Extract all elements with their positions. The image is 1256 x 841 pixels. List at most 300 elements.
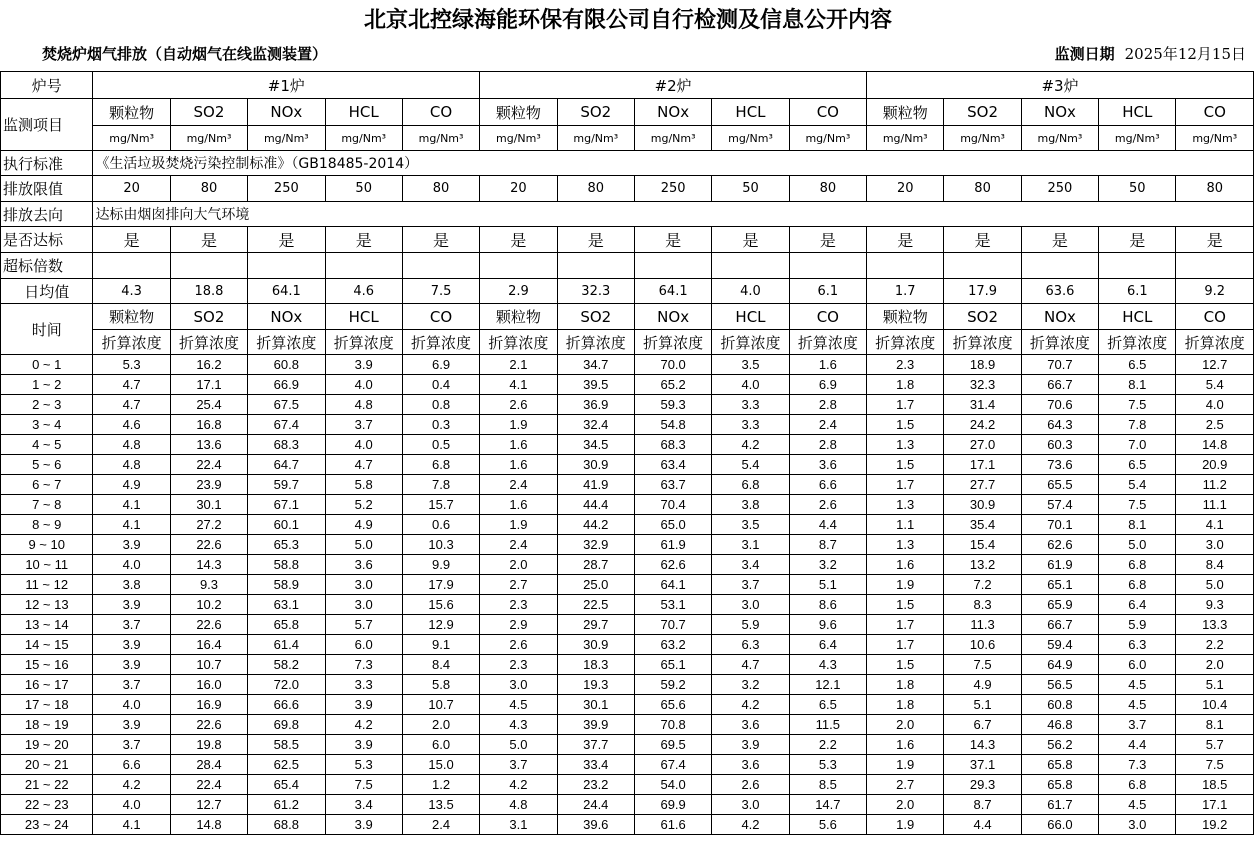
daily-avg-value: 32.3 <box>557 279 634 304</box>
time-cell: 6 ~ 7 <box>1 475 93 495</box>
value-cell: 5.6 <box>789 815 866 835</box>
value-cell: 8.1 <box>1099 375 1176 395</box>
folded-label: 折算浓度 <box>402 330 479 355</box>
unit-label: mg/Nm³ <box>1099 126 1176 151</box>
pollutant-header: NOx <box>1021 99 1098 126</box>
value-cell: 16.2 <box>170 355 247 375</box>
value-cell: 11.3 <box>944 615 1021 635</box>
value-cell: 5.4 <box>1176 375 1254 395</box>
exceed-value <box>634 253 711 279</box>
value-cell: 61.7 <box>1021 795 1098 815</box>
daily-avg-value: 6.1 <box>789 279 866 304</box>
daily-avg-value: 64.1 <box>634 279 711 304</box>
value-cell: 5.9 <box>1099 615 1176 635</box>
daily-avg-value: 18.8 <box>170 279 247 304</box>
value-cell: 3.0 <box>325 595 402 615</box>
value-cell: 30.9 <box>557 455 634 475</box>
value-cell: 4.2 <box>712 815 789 835</box>
value-cell: 65.5 <box>1021 475 1098 495</box>
value-cell: 7.3 <box>325 655 402 675</box>
value-cell: 10.4 <box>1176 695 1254 715</box>
value-cell: 3.3 <box>325 675 402 695</box>
value-cell: 4.9 <box>325 515 402 535</box>
value-cell: 65.0 <box>634 515 711 535</box>
value-cell: 3.2 <box>712 675 789 695</box>
value-cell: 60.8 <box>248 355 325 375</box>
daily-avg-value: 4.3 <box>93 279 170 304</box>
pollutant-header: NOx <box>248 304 325 330</box>
value-cell: 3.9 <box>325 355 402 375</box>
value-cell: 28.4 <box>170 755 247 775</box>
value-cell: 6.4 <box>789 635 866 655</box>
time-cell: 7 ~ 8 <box>1 495 93 515</box>
compliant-value: 是 <box>944 227 1021 253</box>
value-cell: 6.8 <box>1099 555 1176 575</box>
pollutant-header: SO2 <box>170 99 247 126</box>
value-cell: 30.9 <box>557 635 634 655</box>
unit-label: mg/Nm³ <box>402 126 479 151</box>
value-cell: 27.7 <box>944 475 1021 495</box>
value-cell: 15.6 <box>402 595 479 615</box>
value-cell: 1.6 <box>480 455 557 475</box>
value-cell: 27.2 <box>170 515 247 535</box>
value-cell: 14.3 <box>170 555 247 575</box>
value-cell: 1.3 <box>867 495 944 515</box>
table-row <box>1 775 1254 795</box>
time-cell: 16 ~ 17 <box>1 675 93 695</box>
table-row <box>1 595 1254 615</box>
value-cell: 7.5 <box>1176 755 1254 775</box>
value-cell: 39.5 <box>557 375 634 395</box>
value-cell: 6.8 <box>1099 775 1176 795</box>
value-cell: 5.0 <box>1099 535 1176 555</box>
value-cell: 66.7 <box>1021 615 1098 635</box>
value-cell: 1.5 <box>867 595 944 615</box>
value-cell: 1.6 <box>789 355 866 375</box>
furnace-header: #3炉 <box>867 72 1254 99</box>
time-cell: 13 ~ 14 <box>1 615 93 635</box>
value-cell: 18.5 <box>1176 775 1254 795</box>
daily-avg-value: 2.9 <box>480 279 557 304</box>
value-cell: 67.1 <box>248 495 325 515</box>
value-cell: 67.4 <box>634 755 711 775</box>
value-cell: 5.4 <box>1099 475 1176 495</box>
value-cell: 22.6 <box>170 615 247 635</box>
folded-label: 折算浓度 <box>480 330 557 355</box>
folded-label: 折算浓度 <box>557 330 634 355</box>
value-cell: 3.9 <box>325 695 402 715</box>
value-cell: 4.7 <box>325 455 402 475</box>
value-cell: 2.6 <box>480 635 557 655</box>
value-cell: 19.3 <box>557 675 634 695</box>
item-label: 监测项目 <box>1 99 93 151</box>
value-cell: 2.0 <box>867 715 944 735</box>
value-cell: 64.1 <box>634 575 711 595</box>
time-cell: 21 ~ 22 <box>1 775 93 795</box>
value-cell: 2.4 <box>402 815 479 835</box>
value-cell: 3.1 <box>712 535 789 555</box>
value-cell: 16.0 <box>170 675 247 695</box>
value-cell: 15.0 <box>402 755 479 775</box>
value-cell: 3.4 <box>712 555 789 575</box>
value-cell: 22.6 <box>170 535 247 555</box>
value-cell: 25.0 <box>557 575 634 595</box>
value-cell: 4.8 <box>93 455 170 475</box>
value-cell: 58.8 <box>248 555 325 575</box>
daily-avg-value: 64.1 <box>248 279 325 304</box>
exceed-value <box>325 253 402 279</box>
exceed-label: 超标倍数 <box>1 253 93 279</box>
value-cell: 7.0 <box>1099 435 1176 455</box>
time-cell: 19 ~ 20 <box>1 735 93 755</box>
table-row <box>1 415 1254 435</box>
value-cell: 4.0 <box>93 795 170 815</box>
value-cell: 61.9 <box>634 535 711 555</box>
value-cell: 8.7 <box>944 795 1021 815</box>
value-cell: 0.3 <box>402 415 479 435</box>
value-cell: 1.7 <box>867 615 944 635</box>
value-cell: 5.1 <box>789 575 866 595</box>
value-cell: 13.3 <box>1176 615 1254 635</box>
daily-avg-value: 17.9 <box>944 279 1021 304</box>
value-cell: 5.7 <box>325 615 402 635</box>
pollutant-header: CO <box>789 304 866 330</box>
value-cell: 9.3 <box>1176 595 1254 615</box>
pollutant-header: HCL <box>712 304 789 330</box>
value-cell: 66.9 <box>248 375 325 395</box>
daily-avg-value: 7.5 <box>402 279 479 304</box>
value-cell: 4.1 <box>480 375 557 395</box>
pollutant-header: NOx <box>248 99 325 126</box>
folded-label: 折算浓度 <box>944 330 1021 355</box>
value-cell: 14.7 <box>789 795 866 815</box>
value-cell: 4.2 <box>480 775 557 795</box>
pollutant-header: 颗粒物 <box>480 99 557 126</box>
value-cell: 1.8 <box>867 675 944 695</box>
value-cell: 32.9 <box>557 535 634 555</box>
limit-value: 20 <box>480 176 557 202</box>
limit-value: 50 <box>712 176 789 202</box>
value-cell: 2.4 <box>480 475 557 495</box>
value-cell: 54.8 <box>634 415 711 435</box>
value-cell: 24.4 <box>557 795 634 815</box>
value-cell: 4.8 <box>93 435 170 455</box>
value-cell: 2.0 <box>867 795 944 815</box>
value-cell: 4.0 <box>1176 395 1254 415</box>
value-cell: 72.0 <box>248 675 325 695</box>
furnace-header: #1炉 <box>93 72 480 99</box>
value-cell: 58.2 <box>248 655 325 675</box>
value-cell: 61.2 <box>248 795 325 815</box>
value-cell: 4.4 <box>944 815 1021 835</box>
pollutant-header: HCL <box>712 99 789 126</box>
table-row <box>1 635 1254 655</box>
value-cell: 2.6 <box>789 495 866 515</box>
unit-label: mg/Nm³ <box>1176 126 1254 151</box>
compliant-value: 是 <box>789 227 866 253</box>
value-cell: 4.0 <box>93 695 170 715</box>
folded-label: 折算浓度 <box>93 330 170 355</box>
value-cell: 30.1 <box>557 695 634 715</box>
value-cell: 4.0 <box>712 375 789 395</box>
limit-value: 50 <box>1099 176 1176 202</box>
value-cell: 65.9 <box>1021 595 1098 615</box>
value-cell: 3.7 <box>325 415 402 435</box>
value-cell: 41.9 <box>557 475 634 495</box>
value-cell: 66.7 <box>1021 375 1098 395</box>
value-cell: 6.7 <box>944 715 1021 735</box>
value-cell: 8.4 <box>1176 555 1254 575</box>
value-cell: 62.6 <box>634 555 711 575</box>
value-cell: 3.9 <box>93 715 170 735</box>
compliant-value: 是 <box>1099 227 1176 253</box>
value-cell: 29.3 <box>944 775 1021 795</box>
value-cell: 0.8 <box>402 395 479 415</box>
value-cell: 6.8 <box>1099 575 1176 595</box>
exceed-value <box>170 253 247 279</box>
value-cell: 6.4 <box>1099 595 1176 615</box>
time-cell: 23 ~ 24 <box>1 815 93 835</box>
value-cell: 7.5 <box>944 655 1021 675</box>
value-cell: 3.2 <box>789 555 866 575</box>
value-cell: 29.7 <box>557 615 634 635</box>
value-cell: 4.8 <box>325 395 402 415</box>
standard-label: 执行标准 <box>1 151 93 176</box>
limit-value: 80 <box>170 176 247 202</box>
value-cell: 4.1 <box>93 495 170 515</box>
value-cell: 1.9 <box>480 415 557 435</box>
value-cell: 1.8 <box>867 375 944 395</box>
furnace-label: 炉号 <box>1 72 93 99</box>
limit-value: 20 <box>867 176 944 202</box>
limit-value: 80 <box>1176 176 1254 202</box>
time-cell: 1 ~ 2 <box>1 375 93 395</box>
value-cell: 5.0 <box>325 535 402 555</box>
compliant-value: 是 <box>480 227 557 253</box>
value-cell: 1.5 <box>867 415 944 435</box>
value-cell: 1.6 <box>867 735 944 755</box>
value-cell: 64.3 <box>1021 415 1098 435</box>
limit-value: 250 <box>248 176 325 202</box>
time-cell: 12 ~ 13 <box>1 595 93 615</box>
pollutant-header: 颗粒物 <box>867 99 944 126</box>
value-cell: 3.7 <box>712 575 789 595</box>
value-cell: 2.0 <box>402 715 479 735</box>
value-cell: 2.7 <box>867 775 944 795</box>
exceed-value <box>1021 253 1098 279</box>
folded-label: 折算浓度 <box>248 330 325 355</box>
subtitle: 焚烧炉烟气排放（自动烟气在线监测装置） <box>42 45 328 63</box>
value-cell: 14.8 <box>170 815 247 835</box>
value-cell: 8.1 <box>1176 715 1254 735</box>
value-cell: 1.9 <box>480 515 557 535</box>
table-row <box>1 735 1254 755</box>
time-cell: 15 ~ 16 <box>1 655 93 675</box>
value-cell: 3.0 <box>480 675 557 695</box>
value-cell: 14.3 <box>944 735 1021 755</box>
value-cell: 16.4 <box>170 635 247 655</box>
value-cell: 5.1 <box>1176 675 1254 695</box>
value-cell: 66.6 <box>248 695 325 715</box>
folded-label: 折算浓度 <box>634 330 711 355</box>
value-cell: 8.6 <box>789 595 866 615</box>
value-cell: 8.5 <box>789 775 866 795</box>
value-cell: 2.0 <box>480 555 557 575</box>
table-row <box>1 455 1254 475</box>
value-cell: 33.4 <box>557 755 634 775</box>
value-cell: 4.5 <box>1099 695 1176 715</box>
value-cell: 7.5 <box>325 775 402 795</box>
value-cell: 10.7 <box>170 655 247 675</box>
time-label: 时间 <box>1 304 93 355</box>
value-cell: 1.3 <box>867 535 944 555</box>
value-cell: 56.2 <box>1021 735 1098 755</box>
value-cell: 4.2 <box>93 775 170 795</box>
value-cell: 4.4 <box>789 515 866 535</box>
pollutant-header: CO <box>1176 304 1254 330</box>
value-cell: 3.6 <box>325 555 402 575</box>
value-cell: 61.4 <box>248 635 325 655</box>
value-cell: 20.9 <box>1176 455 1254 475</box>
unit-label: mg/Nm³ <box>1021 126 1098 151</box>
pollutant-header: SO2 <box>944 304 1021 330</box>
value-cell: 3.6 <box>712 715 789 735</box>
value-cell: 4.2 <box>712 695 789 715</box>
table-row <box>1 815 1254 835</box>
value-cell: 3.4 <box>325 795 402 815</box>
value-cell: 70.4 <box>634 495 711 515</box>
unit-label: mg/Nm³ <box>789 126 866 151</box>
value-cell: 68.3 <box>248 435 325 455</box>
value-cell: 4.0 <box>93 555 170 575</box>
value-cell: 13.2 <box>944 555 1021 575</box>
value-cell: 12.7 <box>1176 355 1254 375</box>
value-cell: 5.0 <box>480 735 557 755</box>
value-cell: 30.1 <box>170 495 247 515</box>
value-cell: 4.4 <box>1099 735 1176 755</box>
pollutant-header: SO2 <box>944 99 1021 126</box>
compliant-value: 是 <box>557 227 634 253</box>
value-cell: 4.0 <box>325 375 402 395</box>
pollutant-header: CO <box>402 99 479 126</box>
value-cell: 10.6 <box>944 635 1021 655</box>
limit-value: 50 <box>325 176 402 202</box>
value-cell: 62.6 <box>1021 535 1098 555</box>
unit-label: mg/Nm³ <box>867 126 944 151</box>
value-cell: 2.4 <box>789 415 866 435</box>
value-cell: 64.7 <box>248 455 325 475</box>
value-cell: 17.1 <box>1176 795 1254 815</box>
value-cell: 34.5 <box>557 435 634 455</box>
unit-label: mg/Nm³ <box>557 126 634 151</box>
limit-value: 250 <box>634 176 711 202</box>
value-cell: 24.2 <box>944 415 1021 435</box>
value-cell: 6.5 <box>1099 455 1176 475</box>
value-cell: 39.9 <box>557 715 634 735</box>
value-cell: 7.8 <box>402 475 479 495</box>
value-cell: 70.7 <box>1021 355 1098 375</box>
value-cell: 5.3 <box>325 755 402 775</box>
table-row <box>1 695 1254 715</box>
table-row <box>1 475 1254 495</box>
table-row <box>1 355 1254 375</box>
value-cell: 13.6 <box>170 435 247 455</box>
value-cell: 3.9 <box>93 635 170 655</box>
value-cell: 2.2 <box>789 735 866 755</box>
value-cell: 22.4 <box>170 455 247 475</box>
value-cell: 70.7 <box>634 615 711 635</box>
value-cell: 1.9 <box>867 575 944 595</box>
value-cell: 2.9 <box>480 615 557 635</box>
value-cell: 1.5 <box>867 455 944 475</box>
value-cell: 54.0 <box>634 775 711 795</box>
limit-value: 20 <box>93 176 170 202</box>
value-cell: 65.8 <box>1021 755 1098 775</box>
table-row <box>1 715 1254 735</box>
value-cell: 3.3 <box>712 395 789 415</box>
value-cell: 1.1 <box>867 515 944 535</box>
value-cell: 2.3 <box>480 655 557 675</box>
compliant-label: 是否达标 <box>1 227 93 253</box>
daily-avg-value: 6.1 <box>1099 279 1176 304</box>
unit-label: mg/Nm³ <box>480 126 557 151</box>
value-cell: 3.0 <box>712 595 789 615</box>
folded-label: 折算浓度 <box>867 330 944 355</box>
value-cell: 66.0 <box>1021 815 1098 835</box>
exceed-value <box>867 253 944 279</box>
time-cell: 3 ~ 4 <box>1 415 93 435</box>
value-cell: 3.7 <box>93 615 170 635</box>
folded-label: 折算浓度 <box>325 330 402 355</box>
value-cell: 65.4 <box>248 775 325 795</box>
value-cell: 44.2 <box>557 515 634 535</box>
limit-value: 80 <box>557 176 634 202</box>
value-cell: 59.2 <box>634 675 711 695</box>
exceed-value <box>789 253 866 279</box>
value-cell: 35.4 <box>944 515 1021 535</box>
value-cell: 4.3 <box>480 715 557 735</box>
value-cell: 7.5 <box>1099 395 1176 415</box>
value-cell: 63.7 <box>634 475 711 495</box>
table-row <box>1 395 1254 415</box>
pollutant-header: NOx <box>1021 304 1098 330</box>
value-cell: 70.0 <box>634 355 711 375</box>
value-cell: 6.3 <box>712 635 789 655</box>
limit-label: 排放限值 <box>1 176 93 202</box>
daily-avg-value: 4.0 <box>712 279 789 304</box>
time-cell: 18 ~ 19 <box>1 715 93 735</box>
value-cell: 68.8 <box>248 815 325 835</box>
value-cell: 37.7 <box>557 735 634 755</box>
value-cell: 4.7 <box>93 395 170 415</box>
value-cell: 15.4 <box>944 535 1021 555</box>
value-cell: 3.5 <box>712 355 789 375</box>
value-cell: 5.3 <box>93 355 170 375</box>
folded-label: 折算浓度 <box>170 330 247 355</box>
value-cell: 2.2 <box>1176 635 1254 655</box>
value-cell: 3.9 <box>325 815 402 835</box>
value-cell: 3.0 <box>712 795 789 815</box>
value-cell: 5.4 <box>712 455 789 475</box>
pollutant-header: 颗粒物 <box>93 99 170 126</box>
value-cell: 12.1 <box>789 675 866 695</box>
value-cell: 30.9 <box>944 495 1021 515</box>
value-cell: 4.6 <box>93 415 170 435</box>
folded-label: 折算浓度 <box>1099 330 1176 355</box>
value-cell: 2.7 <box>480 575 557 595</box>
value-cell: 61.6 <box>634 815 711 835</box>
table-row <box>1 515 1254 535</box>
